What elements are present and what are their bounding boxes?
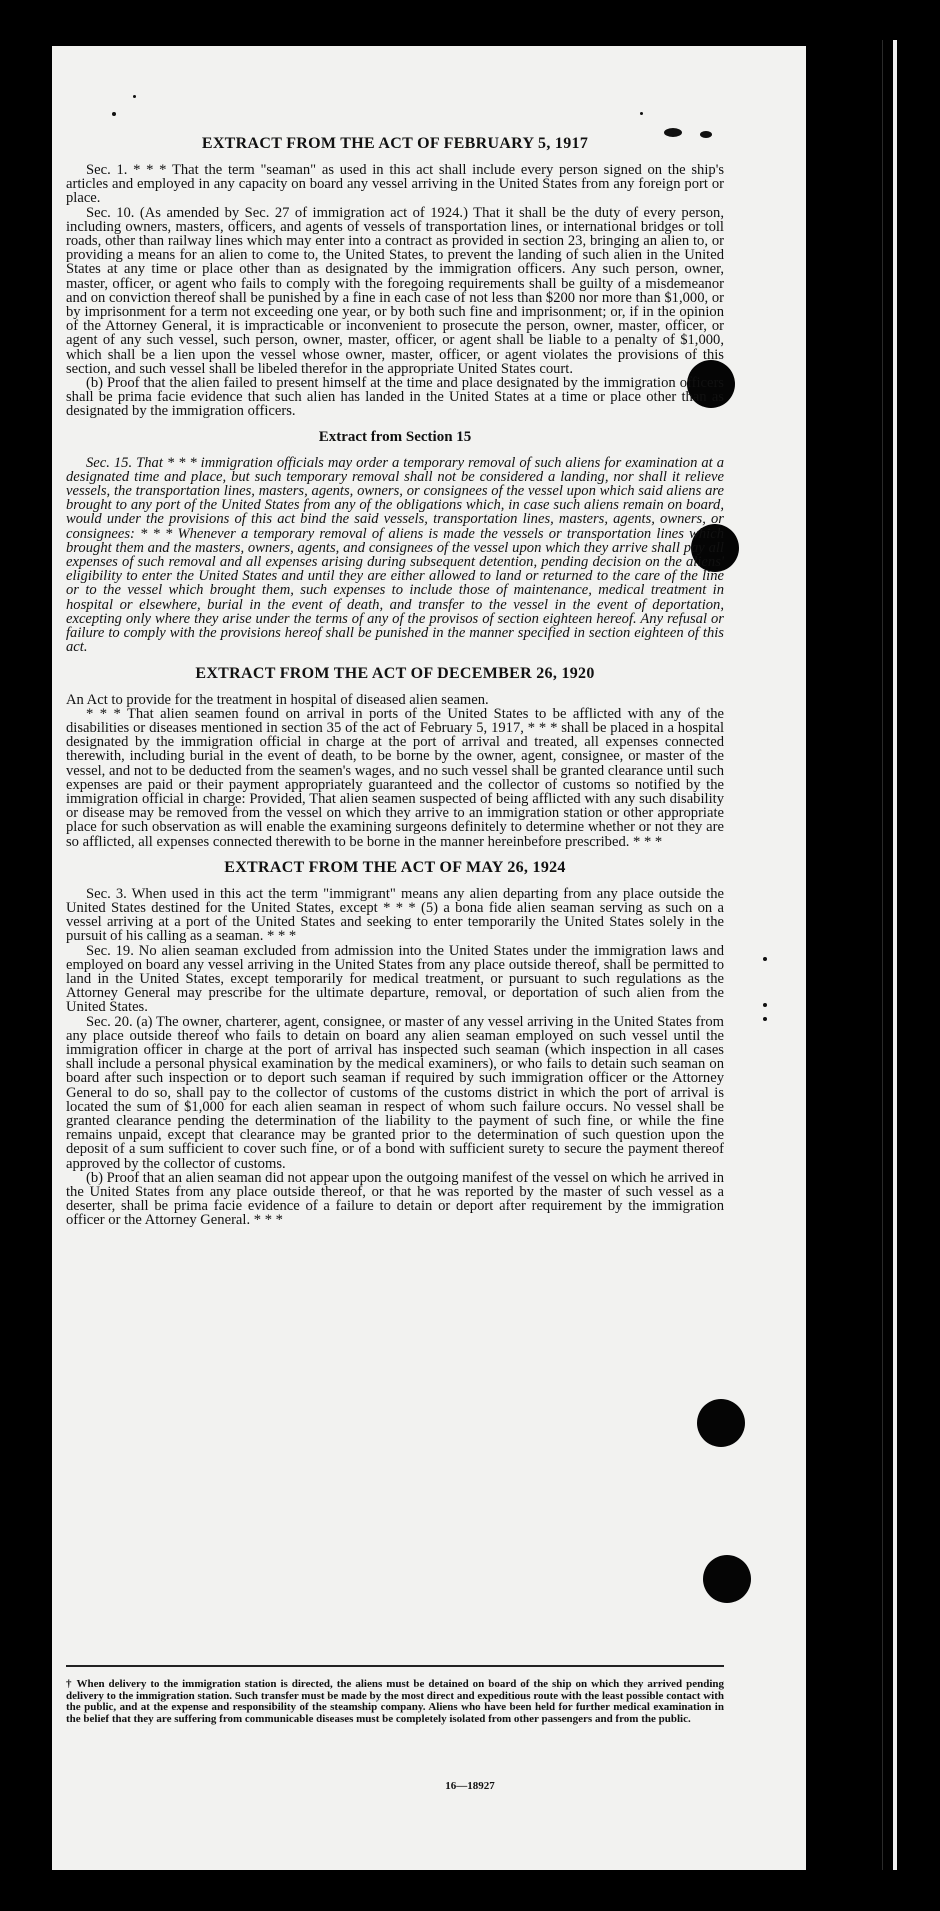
page-folio: 16—18927 xyxy=(445,1780,495,1792)
paragraph-sec-19: Sec. 19. No alien seaman excluded from admission into the United States under the immigration laws and employed on board any vessel arriving in the United States from any place outside thereof, shall be permitted to land in the United States, except temporarily for medical treatment, or pursuant to such regulations as the Attorney General may prescribe for the ultimate departure, removal, or deportation of such alien from the United States. xyxy=(66,942,724,1016)
section-15-extract xyxy=(66,429,724,655)
footnote: † When delivery to the immigration station is directed, the aliens must be detained on board of the ship on which they arrived pending delivery to the immigration station. Such transfer must be made by the most direct and expeditious route with the least possible contact with the public, and at the expense and responsibility of the steamship company. Aliens who have been held for further medical examination in the belief that they are suffering from communicable diseases must be completely isolated from other passengers and from the public. xyxy=(66,1678,724,1725)
paragraph-sec-10-b: (b) Proof that the alien failed to present himself at the time and place designated by the immigration officers shall be prima facie evidence that such alien has landed in the United States at a time or place other than as designated by the immigration officers. xyxy=(66,375,724,420)
section-act-1920 xyxy=(66,665,724,849)
punch-hole xyxy=(697,1399,745,1447)
scan-speck xyxy=(112,112,116,116)
paragraph-sec-20: Sec. 20. (a) The owner, charterer, agent, consignee, or master of any vessel arriving in the United States from any place outside thereof who fails to detain on board any alien seaman employed on such vessel until the immigration officer in charge at the port of arrival has inspected such seaman (which inspection in all cases shall include a personal physical examination by the medical examiners), or who fails to detain such seaman on board after such inspection or to deport such seaman if required by such immigration officer or the Attorney General to do so, shall pay to the collector of customs of the customs district in which the port of arrival is located the sum of $1,000 for each alien seaman in respect of whom such failure occurs. No vessel shall be granted clearance pending the determination of the liability to the payment of such fine, or while the fine remains unpaid, except that clearance may be granted prior to the determination of such question upon the deposit of a sum sufficient to cover such fine, or of a bond with sufficient surety to secure the payment thereof approved by the collector of customs. xyxy=(66,1013,724,1172)
paragraph-sec-1: Sec. 1. * * * That the term "seaman" as used in this act shall include every person signed on the ship's articles and employed in any capacity on board any vessel arriving in the United States from any foreign port or place. xyxy=(66,162,724,207)
scan-edge xyxy=(893,40,897,1870)
scan-speck xyxy=(133,95,136,98)
paragraph-sec-10: Sec. 10. (As amended by Sec. 27 of immigration act of 1924.) That it shall be the duty of every person, including owners, masters, officers, and agents of vessels of transportation lines, or international bridges or toll roads, other than railway lines which may enter into a contract as provided in section 23, bringing an alien to, or providing a means for an alien to come to, the United States, to prevent the landing of such alien in the United States at any time or place other than as designated by the immigration officers. Any such person, owner, master, officer, or agent who fails to comply with the foregoing requirements shall be guilty of a misdemeanor and on conviction thereof shall be punished by a fine in each case of not less than $200 nor more than $1,000, or by imprisonment for a term not exceeding one year, or by both such fine and imprisonment; or, if in the opinion of the Attorney General, it is impracticable or inconvenient to prosecute the person, owner, master, officer, or agent of any such vessel, such person, owner, master, officer, or agent shall be liable to a penalty of $1,000, which shall be a lien upon the vessel whose owner, master, officer, or agent violates the provisions of this section, and such vessel shall be libeled therefor in the appropriate United States court. xyxy=(66,204,724,377)
paragraph-hospital: * * * That alien seamen found on arrival in ports of the United States to be afflicted with any of the disabilities or diseases mentioned in section 35 of the act of February 5, 1917, * * * shall be placed in a hospital designated by the immigration official in charge at the port of arrival and treated, all expenses connected therewith, including burial in the event of death, to be borne by the owner, agent, consignee, or master of the vessel, and not to be deducted from the seamen's wages, and no such vessel shall be granted clearance until such expenses are paid or their payment appropriately guaranteed and the collector of customs so notified by the immigration official in charge: Provided, That alien seamen suspected of being afflicted with any such disability or disease may be removed from the vessel on which they arrive to an immigration station or other appropriate place for such observation as will enable the examining surgeons definitely to determine whether or not they are so afflicted, all expenses connected therewith to be borne in the manner hereinbefore prescribed. * * * xyxy=(66,705,724,850)
section-heading: EXTRACT FROM THE ACT OF FEBRUARY 5, 1917 xyxy=(201,135,589,152)
margin-mark xyxy=(763,1003,767,1007)
margin-mark xyxy=(763,957,767,961)
section-heading: EXTRACT FROM THE ACT OF MAY 26, 1924 xyxy=(224,858,566,876)
section-act-1917 xyxy=(66,135,724,419)
section-heading: EXTRACT FROM THE ACT OF DECEMBER 26, 1920 xyxy=(195,664,595,682)
margin-mark xyxy=(763,1017,767,1021)
footnote-rule xyxy=(66,1665,724,1667)
scan-edge-line xyxy=(882,40,883,1870)
section-act-1924 xyxy=(66,859,724,1228)
paragraph-sec-20-b: (b) Proof that an alien seaman did not appear upon the outgoing manifest of the vessel on which he arrived in the United States from any place outside thereof, or that he was reported by the master of such vessel as a deserter, shall be prima facie evidence of a failure to detain or deport after requirement by the immigration officer or the Attorney General. * * * xyxy=(66,1169,724,1229)
paragraph-sec-15: Sec. 15. That * * * immigration officials may order a temporary removal of such aliens for examination at a designated time and place, but such temporary removal shall not be considered a landing, nor shall it relieve vessels, the transportation lines, masters, agents, owners, or consignees of the vessel upon which said aliens are brought to any port of the United States from any of the obligations which, in case such aliens remain on board, would under the provisions of this act bind the said vessels, transportation lines, masters, agents, owners, or consignees: * * * Whenever a temporary removal of aliens is made the vessels or transportation lines which brought them and the masters, owners, agents, and consignees of the vessel upon which they arrive shall pay all expenses of such removal and all expenses arising during subsequent detention, pending decision on the aliens' eligibility to enter the United States and until they are either allowed to land or returned to the care of the line or to the vessel which brought them, such expenses to include those of maintenance, medical treatment in hospital or elsewhere, burial in the event of death, and transfer to the vessel in the event of deportation, excepting only where they arise under the terms of any of the provisos of section eighteen hereof. Any refusal or failure to comply with the provisions hereof shall be punished in the manner specified in section eighteen of this act. xyxy=(66,454,724,656)
scan-speck xyxy=(640,112,643,115)
document-body xyxy=(66,135,724,1238)
section-heading: Extract from Section 15 xyxy=(318,428,472,445)
paragraph-act-title: An Act to provide for the treatment in hospital of diseased alien seamen. xyxy=(66,691,489,708)
punch-hole xyxy=(703,1555,751,1603)
paragraph-sec-3: Sec. 3. When used in this act the term "immigrant" means any alien departing from any place outside the United States destined for the United States, except * * * (5) a bona fide alien seaman serving as such on a vessel arriving at a port of the United States and seeking to enter temporarily the United States solely in the pursuit of his calling as a seaman. * * * xyxy=(66,885,724,945)
